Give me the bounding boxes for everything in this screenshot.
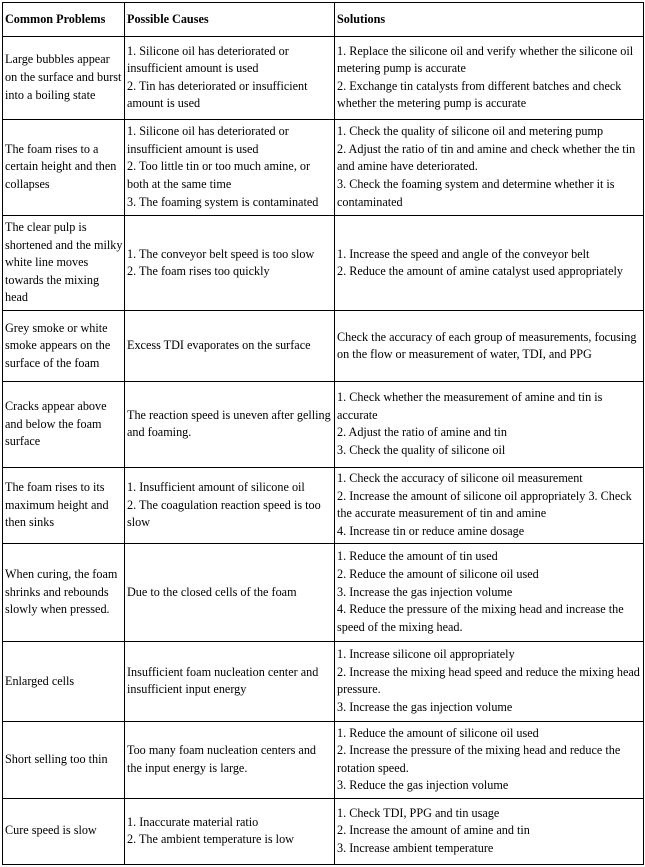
table-row [3, 37, 644, 120]
problem-cell: Cure speed is slow [3, 798, 125, 865]
table-row [3, 311, 644, 382]
table-row [3, 215, 644, 310]
solution-line: 1. Increase silicone oil appropriately [337, 647, 515, 662]
problem-cell: Cracks appear above and below the foam surface [3, 381, 125, 467]
cause-line: Excess TDI evaporates on the surface [127, 338, 311, 353]
table-row [3, 119, 644, 215]
cause-line: 2. The coagulation reaction speed is too slow [127, 497, 321, 530]
table-row [3, 467, 644, 543]
solution-line: 2. Increase the amount of silicone oil appropriately 3. Check the accurate measurement of tin and amine [337, 488, 632, 521]
solution-cell [335, 37, 644, 120]
cause-line: 1. Silicone oil has deteriorated or insufficient amount is used [127, 43, 289, 76]
solution-line: 3. Check the quality of silicone oil [337, 442, 506, 457]
solution-line: Check the accuracy of each group of measurements, focusing on the flow or measurement of water, TDI, and PPG [337, 329, 637, 362]
solution-line: 2. Reduce the amount of silicone oil used [337, 567, 539, 582]
solution-line: 4. Reduce the pressure of the mixing head and increase the speed of the mixing head. [337, 602, 624, 634]
cause-cell [125, 37, 335, 120]
cause-line: Insufficient foam nucleation center and insufficient input energy [127, 664, 319, 697]
table-row [3, 381, 644, 467]
cause-line: 1. Silicone oil has deteriorated or insufficient amount is used [127, 124, 289, 156]
cause-cell [125, 722, 335, 798]
solution-cell [335, 641, 644, 721]
problem-cell: The foam rises to a certain height and then collapses [3, 119, 125, 215]
solution-line: 1. Increase the speed and angle of the conveyor belt [337, 246, 590, 261]
solution-line: 1. Reduce the amount of tin used [337, 549, 498, 564]
solution-cell [335, 798, 644, 865]
solution-line: 3. Increase the gas injection volume [337, 584, 513, 599]
header-possible-causes: Possible Causes [125, 3, 335, 37]
solution-line: 2. Increase the pressure of the mixing head and reduce the rotation speed. [337, 743, 621, 775]
cause-line: 2. The foam rises too quickly [127, 264, 270, 279]
cause-line: 1. Insufficient amount of silicone oil [127, 480, 305, 495]
solution-line: 3. Reduce the gas injection volume [337, 778, 509, 793]
solution-cell [335, 381, 644, 467]
problem-cell: Enlarged cells [3, 641, 125, 721]
solution-cell [335, 215, 644, 310]
solution-line: 2. Increase the mixing head speed and reduce the mixing head pressure. [337, 664, 640, 697]
cause-line: 3. The foaming system is contaminated [127, 194, 319, 209]
cause-line: 2. Too little tin or too much amine, or both at the same time [127, 159, 311, 192]
problem-cell: The clear pulp is shortened and the milky white line moves towards the mixing head [3, 215, 125, 310]
cause-line: Due to the closed cells of the foam [127, 584, 297, 599]
solution-cell [335, 544, 644, 642]
solution-cell [335, 311, 644, 382]
table-row [3, 798, 644, 865]
cause-cell [125, 798, 335, 865]
solution-cell [335, 119, 644, 215]
troubleshooting-table [2, 2, 644, 865]
solution-line: 1. Replace the silicone oil and verify whether the silicone oil metering pump is accurate [337, 43, 634, 76]
cause-line: 1. The conveyor belt speed is too slow [127, 246, 315, 261]
cause-cell [125, 381, 335, 467]
header-row [3, 3, 644, 37]
cause-cell [125, 311, 335, 382]
solution-line: 4. Increase tin or reduce amine dosage [337, 524, 525, 539]
solution-cell [335, 722, 644, 798]
solution-line: 3. Increase the gas injection volume [337, 699, 513, 714]
cause-cell [125, 641, 335, 721]
cause-line: The reaction speed is uneven after gelling and foaming. [127, 407, 331, 440]
solution-line: 1. Reduce the amount of silicone oil used [337, 725, 539, 740]
cause-line: 1. Inaccurate material ratio [127, 814, 259, 829]
cause-cell [125, 215, 335, 310]
problem-cell: When curing, the foam shrinks and rebounds slowly when pressed. [3, 544, 125, 642]
header-solutions: Solutions [335, 3, 644, 37]
cause-line: 2. Tin has deteriorated or insufficient amount is used [127, 78, 308, 111]
table-row [3, 722, 644, 798]
solution-line: 2. Adjust the ratio of tin and amine and check whether the tin and amine have deteriorated. [337, 141, 636, 174]
cause-cell [125, 467, 335, 543]
solution-cell [335, 467, 644, 543]
table-row [3, 544, 644, 642]
solution-line: 2. Increase the amount of amine and tin [337, 823, 530, 838]
solution-line: 3. Increase ambient temperature [337, 841, 494, 856]
cause-line: Too many foam nucleation centers and the input energy is large. [127, 743, 317, 775]
cause-cell [125, 544, 335, 642]
problem-cell: Grey smoke or white smoke appears on the surface of the foam [3, 311, 125, 382]
solution-line: 1. Check whether the measurement of amine and tin is accurate [337, 390, 603, 422]
table-row [3, 641, 644, 721]
cause-cell [125, 119, 335, 215]
header-common-problems: Common Problems [3, 3, 125, 37]
problem-cell: Short selling too thin [3, 722, 125, 798]
solution-line: 1. Check the accuracy of silicone oil measurement [337, 471, 583, 486]
solution-line: 3. Check the foaming system and determine whether it is contaminated [337, 177, 615, 209]
problem-cell: Large bubbles appear on the surface and burst into a boiling state [3, 37, 125, 120]
solution-line: 1. Check TDI, PPG and tin usage [337, 805, 500, 820]
solution-line: 2. Exchange tin catalysts from different batches and check whether the metering pump is accurate [337, 78, 622, 111]
solution-line: 2. Adjust the ratio of amine and tin [337, 425, 507, 440]
cause-line: 2. The ambient temperature is low [127, 832, 294, 847]
solution-line: 2. Reduce the amount of amine catalyst used appropriately [337, 264, 623, 279]
solution-line: 1. Check the quality of silicone oil and metering pump [337, 124, 604, 139]
problem-cell: The foam rises to its maximum height and then sinks [3, 467, 125, 543]
